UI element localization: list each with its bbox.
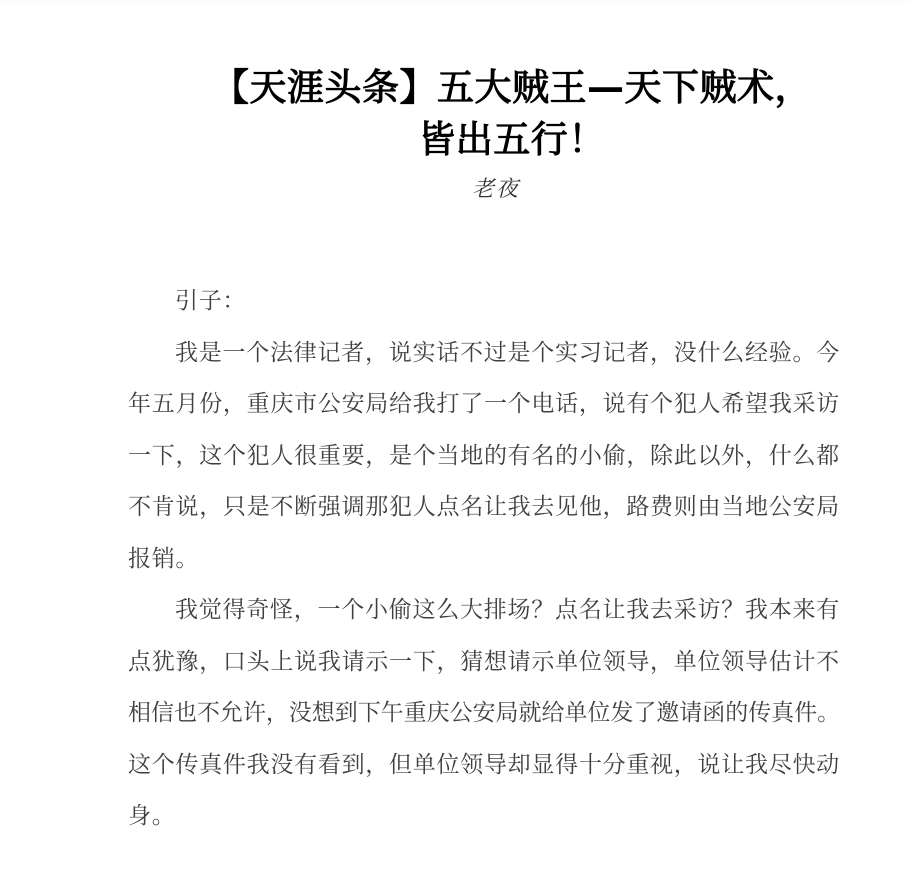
author-byline: 老夜 bbox=[471, 177, 520, 202]
text-line: 这个传真件我没有看到，但单位领导却显得十分重视，说让我尽快动 bbox=[128, 751, 840, 778]
text-line: 引子： bbox=[175, 288, 247, 314]
text-line: 点犹豫，口头上说我请示一下，猜想请示单位领导，单位领导估计不 bbox=[128, 648, 840, 675]
title-line-2: 皆出五行！ bbox=[418, 118, 606, 161]
text-line: 相信也不允许，没想到下午重庆公安局就给单位发了邀请函的传真件。 bbox=[128, 700, 841, 726]
text-line: 我是一个法律记者，说实话不过是个实习记者，没什么经验。今 bbox=[175, 339, 840, 366]
text-line: 一下，这个犯人很重要，是个当地的有名的小偷，除此以外，什么都 bbox=[128, 442, 840, 469]
text-line: 身。 bbox=[128, 803, 176, 829]
text-line: 不肯说，只是不断强调那犯人点名让我去见他，路费则由当地公安局 bbox=[128, 494, 840, 520]
page-title bbox=[112, 62, 912, 166]
body-text bbox=[128, 276, 840, 876]
text-line: 我觉得奇怪，一个小偷这么大排场？点名让我去采访？我本来有 bbox=[175, 597, 840, 623]
text-line: 年五月份，重庆市公安局给我打了一个电话，说有个犯人希望我采访 bbox=[128, 391, 840, 417]
text-line: 报销。 bbox=[128, 545, 200, 572]
title-line-1: 【天涯头条】五大贼王—天下贼术， bbox=[212, 66, 812, 109]
page-top-edge bbox=[0, 0, 910, 3]
